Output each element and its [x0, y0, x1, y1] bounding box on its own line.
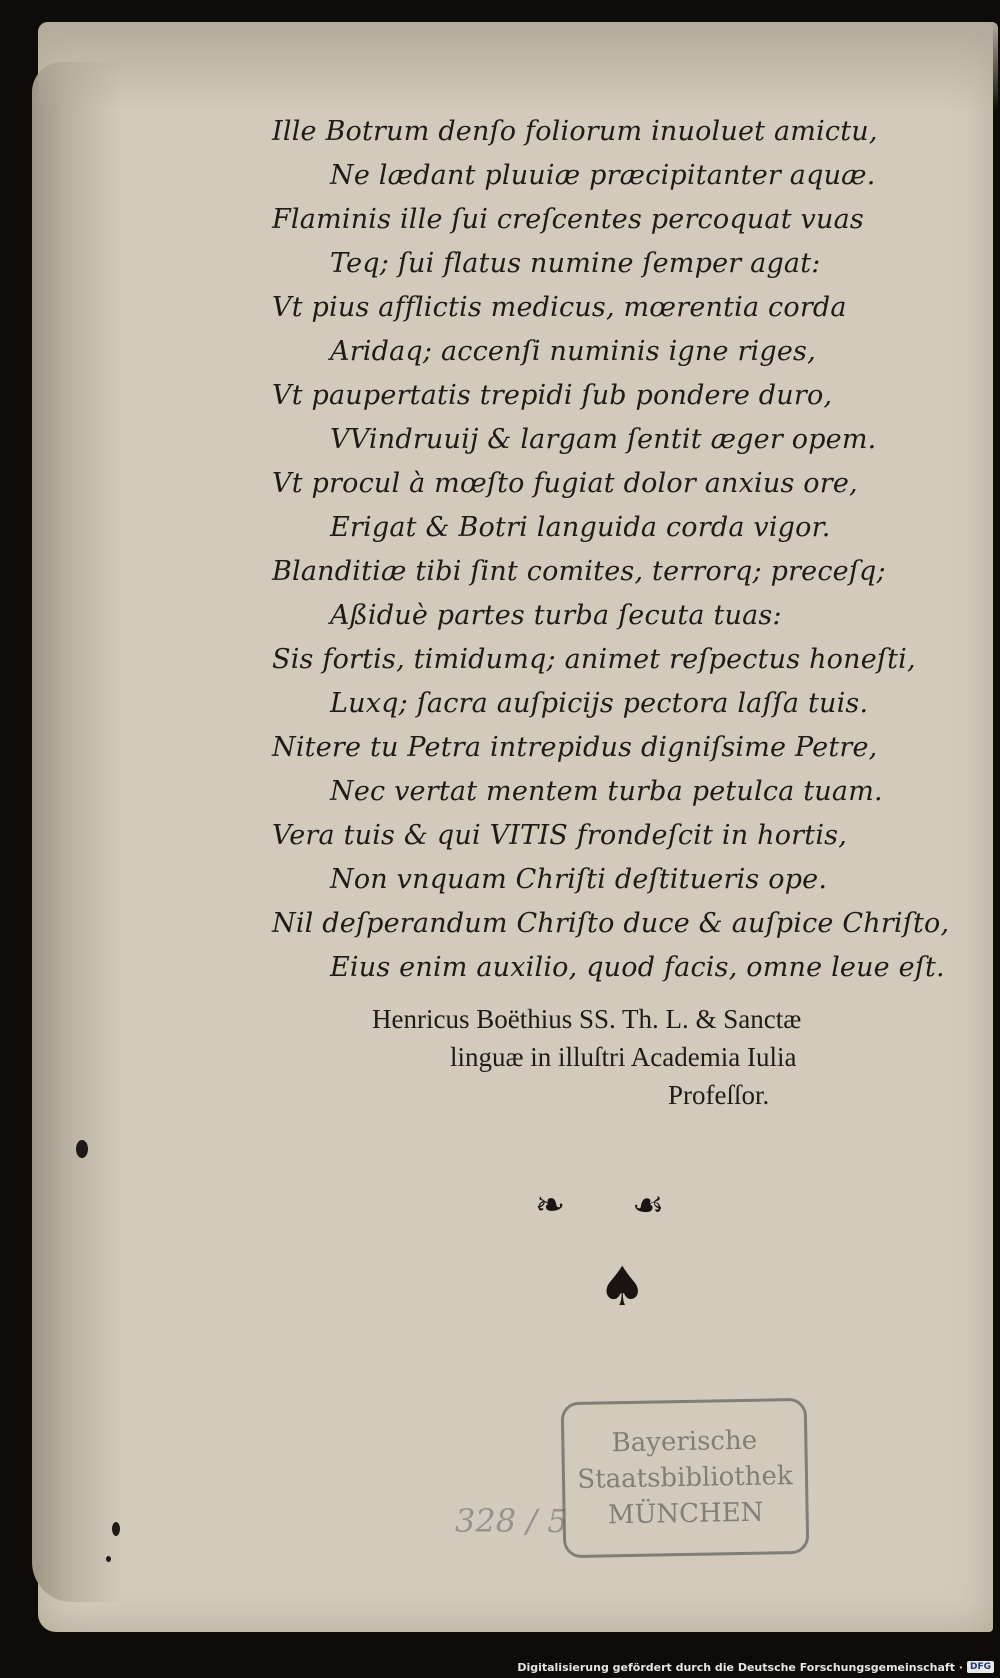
poem-line: Nitere tu Petra intrepidus digniſsime Petre, — [272, 732, 878, 763]
digitization-footer — [0, 1656, 1000, 1678]
ink-spot — [112, 1522, 120, 1536]
ink-spot — [76, 1140, 88, 1158]
ink-spot — [106, 1556, 111, 1562]
poem-line: Vt paupertatis trepidi ſub pondere duro, — [272, 380, 833, 411]
library-stamp — [561, 1398, 810, 1558]
signature-line: Profeſſor. — [668, 1080, 770, 1110]
poem-line: Nil deſperandum Chriſto duce & auſpice Chriſto, — [272, 908, 950, 939]
poem-text — [272, 110, 972, 990]
poem-line: Vt procul à mœſto fugiat dolor anxius ore, — [272, 468, 858, 499]
poem-line: Luxq; ſacra auſpicijs pectora laſſa tuis. — [330, 688, 869, 719]
poem-line: Sis fortis, timidumq; animet reſpectus honeſti, — [272, 644, 916, 675]
poem-line: Nec vertat mentem turba petulca tuam. — [330, 776, 883, 807]
poem-line: Eius enim auxilio, quod facis, omne leue eſt. — [330, 952, 945, 983]
poem-line: Aßiduè partes turba ſecuta tuas: — [330, 600, 782, 631]
signature-line: Henricus Boëthius SS. Th. L. & Sanctæ — [372, 1004, 802, 1034]
fleuron-right-icon: ☙ — [632, 1185, 665, 1226]
fleuron-left-icon: ❧ — [535, 1185, 566, 1226]
stamp-line: MÜNCHEN — [607, 1497, 764, 1531]
poem-line: Vt pius afflictis medicus, mœrentia corda — [272, 292, 847, 323]
signature-line: linguæ in illuſtri Academia Iulia — [450, 1042, 797, 1072]
poem-line: Flaminis ille ſui creſcentes percoquat vuas — [272, 204, 864, 235]
poem-line: VVindruuij & largam ſentit æger opem. — [330, 424, 877, 455]
page-edge-shadow — [38, 22, 998, 112]
poem-line: Vera tuis & qui VITIS frondeſcit in hortis, — [272, 820, 847, 851]
poem-line: Teq; ſui flatus numine ſemper agat: — [330, 248, 821, 279]
stamp-line: Bayerische — [611, 1425, 758, 1459]
poem-line: Aridaq; accenſi numinis igne riges, — [330, 336, 816, 367]
shelfmark: 328 / 5 — [455, 1502, 568, 1540]
poem-line: Non vnquam Chriſti deſtitueris ope. — [330, 864, 828, 895]
stamp-line: Staatsbibliothek — [577, 1461, 793, 1495]
footer-credit: Digitalisierung gefördert durch die Deutsche Forschungsgemeinschaft · — [517, 1660, 963, 1674]
author-signature — [372, 1000, 972, 1114]
dfg-logo: DFG — [967, 1661, 994, 1673]
fleuron-bottom-icon: ♠ — [598, 1255, 647, 1318]
poem-line: Erigat & Botri languida corda vigor. — [330, 512, 831, 543]
poem-line: Ille Botrum denſo foliorum inuoluet amictu, — [272, 116, 878, 147]
poem-line: Blanditiæ tibi ſint comites, terrorq; preceſq; — [272, 556, 886, 587]
poem-line: Ne lædant pluuiæ præcipitanter aquæ. — [330, 160, 876, 191]
